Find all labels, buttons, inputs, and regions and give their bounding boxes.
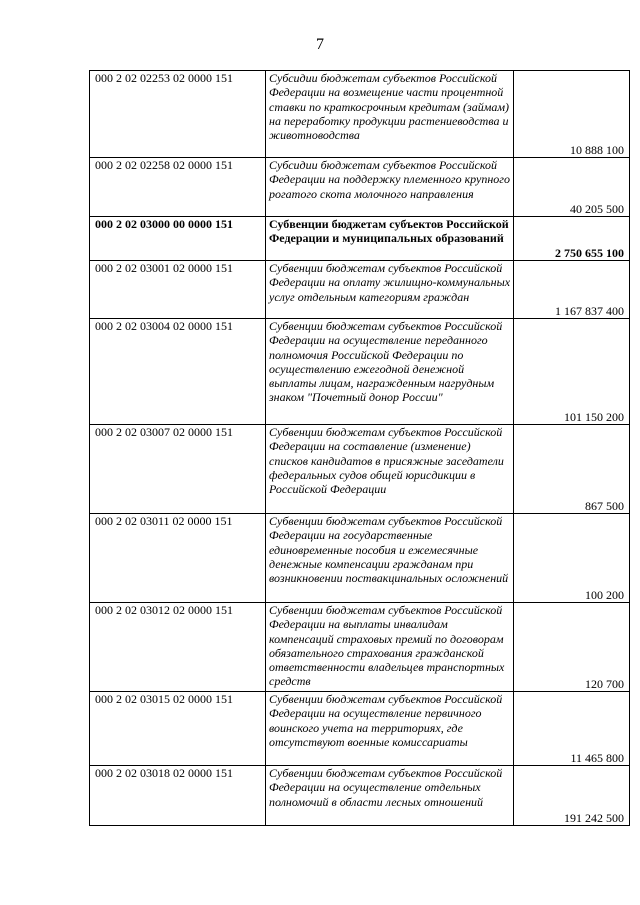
budget-item-name: Субвенции бюджетам субъектов Российской Федерации на осуществление отдельных полномочий в области лесных отношений (266, 766, 514, 826)
table-row (90, 319, 630, 425)
budget-code: 000 2 02 03015 02 0000 151 (90, 692, 266, 766)
budget-amount: 40 205 500 (514, 158, 630, 217)
budget-item-name: Субвенции бюджетам субъектов Российской Федерации на осуществление переданного полномочия Российской Федерации по осуществлению ежегодной денежной выплаты лицам, награжденным нагрудным знаком "Почетный донор России" (266, 319, 514, 425)
budget-code: 000 2 02 03000 00 0000 151 (90, 217, 266, 261)
budget-code: 000 2 02 02258 02 0000 151 (90, 158, 266, 217)
budget-item-name: Субвенции бюджетам субъектов Российской Федерации на осуществление первичного воинского учета на территориях, где отсутствуют военные комиссариаты (266, 692, 514, 766)
budget-code: 000 2 02 02253 02 0000 151 (90, 71, 266, 158)
budget-amount: 11 465 800 (514, 692, 630, 766)
budget-item-name: Субвенции бюджетам субъектов Российской Федерации на составление (изменение) списков кандидатов в присяжные заседатели федеральных судов общей юрисдикции в Российской Федерации (266, 425, 514, 514)
table-row (90, 692, 630, 766)
table-row (90, 261, 630, 319)
page-number: 7 (316, 36, 324, 53)
budget-amount: 10 888 100 (514, 71, 630, 158)
budget-code: 000 2 02 03007 02 0000 151 (90, 425, 266, 514)
table-row (90, 766, 630, 826)
budget-amount: 1 167 837 400 (514, 261, 630, 319)
table-row (90, 603, 630, 692)
table-row (90, 71, 630, 158)
budget-item-name: Субвенции бюджетам субъектов Российской Федерации на выплаты инвалидам компенсаций страховых премий по договорам обязательного страхования гражданской ответственности владельцев транспортных средств (266, 603, 514, 692)
budget-amount: 191 242 500 (514, 766, 630, 826)
table-row-total (90, 217, 630, 261)
budget-item-name: Субвенции бюджетам субъектов Российской Федерации на оплату жилищно-коммунальных услуг отдельным категориям граждан (266, 261, 514, 319)
budget-amount: 100 200 (514, 514, 630, 603)
budget-amount: 2 750 655 100 (514, 217, 630, 261)
budget-item-name: Субвенции бюджетам субъектов Российской Федерации и муниципальных образований (266, 217, 514, 261)
table-row (90, 158, 630, 217)
budget-code: 000 2 02 03011 02 0000 151 (90, 514, 266, 603)
budget-code: 000 2 02 03012 02 0000 151 (90, 603, 266, 692)
budget-item-name: Субсидии бюджетам субъектов Российской Федерации на возмещение части процентной ставки по краткосрочным кредитам (займам) на переработку продукции растениеводства и животноводства (266, 71, 514, 158)
budget-code: 000 2 02 03018 02 0000 151 (90, 766, 266, 826)
budget-code: 000 2 02 03001 02 0000 151 (90, 261, 266, 319)
budget-amount: 101 150 200 (514, 319, 630, 425)
table-body (90, 71, 630, 826)
table-row (90, 514, 630, 603)
table-row (90, 425, 630, 514)
budget-table (89, 70, 630, 826)
budget-amount: 120 700 (514, 603, 630, 692)
budget-item-name: Субвенции бюджетам субъектов Российской Федерации на государственные единовременные пособия и ежемесячные денежные компенсации гражданам при возникновении поствакцинальных осложнений (266, 514, 514, 603)
budget-amount: 867 500 (514, 425, 630, 514)
budget-item-name: Субсидии бюджетам субъектов Российской Федерации на поддержку племенного крупного рогатого скота молочного направления (266, 158, 514, 217)
budget-code: 000 2 02 03004 02 0000 151 (90, 319, 266, 425)
